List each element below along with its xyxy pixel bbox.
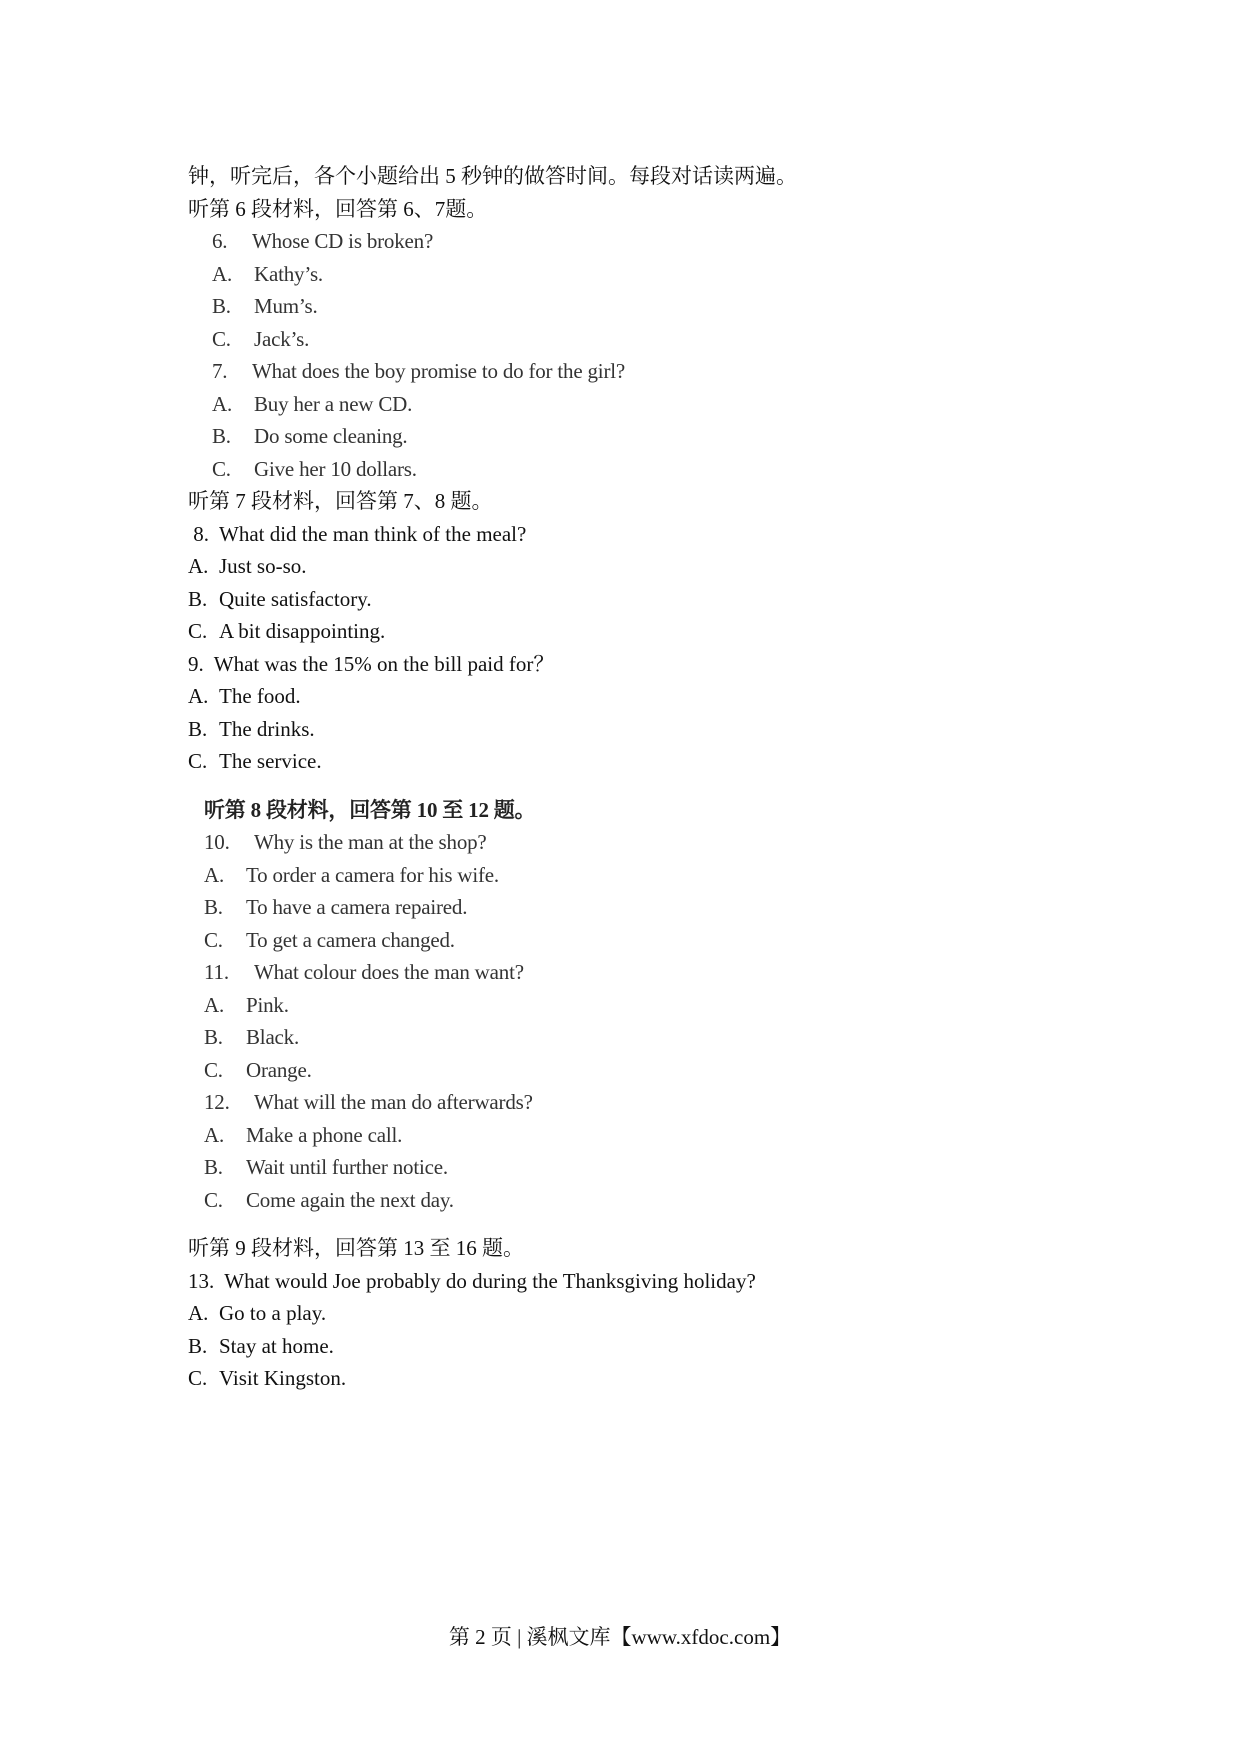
option-text: Make a phone call. (246, 1122, 403, 1147)
question-text: Whose CD is broken? (252, 229, 434, 253)
option-12c (188, 1184, 1108, 1217)
document-body (188, 160, 1108, 1395)
option-10b (188, 891, 1108, 924)
option-text: Wait until further notice. (246, 1155, 448, 1179)
option-text: The food. (219, 684, 301, 708)
question-7 (188, 355, 1108, 388)
question-number: 11. (204, 960, 229, 984)
option-letter: A. (204, 862, 225, 887)
intro-line: 钟，听完后，各个小题给出 5 秒钟的做答时间。每段对话读两遍。 (188, 164, 797, 188)
question-text: What would Joe probably do during the Thanksgiving holiday? (224, 1268, 756, 1293)
option-13b (188, 1330, 1108, 1363)
option-text: Mum’s. (254, 294, 318, 318)
option-7b (188, 420, 1108, 453)
option-7c (188, 453, 1108, 486)
option-13a (188, 1297, 1108, 1330)
option-letter: C. (188, 749, 208, 773)
option-text: Pink. (246, 992, 289, 1017)
option-text: Visit Kingston. (219, 1366, 347, 1390)
question-10 (188, 826, 1108, 859)
spacer (188, 1216, 1108, 1232)
question-number: 13. (188, 1268, 215, 1293)
option-11a (188, 989, 1108, 1022)
question-number: 8. (193, 521, 209, 546)
option-text: Do some cleaning. (254, 424, 408, 448)
option-6a (188, 258, 1108, 291)
question-13 (188, 1265, 1108, 1298)
option-letter: C. (188, 1366, 208, 1390)
question-number: 6. (212, 229, 228, 253)
question-12 (188, 1086, 1108, 1119)
option-text: Black. (246, 1025, 300, 1049)
option-letter: A. (188, 684, 209, 708)
page-footer: 第 2 页 | 溪枫文库【www.xfdoc.com】 (448, 1625, 792, 1649)
option-letter: B. (188, 586, 208, 611)
option-letter: B. (204, 1025, 223, 1049)
question-number: 10. (204, 830, 230, 854)
option-letter: C. (204, 1057, 223, 1082)
option-8c (188, 615, 1108, 648)
option-text: Give her 10 dollars. (254, 456, 417, 481)
question-text: What was the 15% on the bill paid for？ (213, 651, 555, 676)
section-heading: 听第 9 段材料，回答第 13 至 16 题。 (188, 1236, 524, 1260)
option-text: Orange. (246, 1057, 312, 1082)
question-8 (188, 518, 1108, 551)
option-text: The service. (219, 749, 322, 773)
option-12b (188, 1151, 1108, 1184)
section-heading: 听第 7 段材料，回答第 7、8 题。 (188, 489, 493, 513)
option-letter: C. (212, 456, 231, 481)
option-letter: A. (188, 1301, 209, 1325)
option-letter: C. (204, 1187, 223, 1212)
question-text: What will the man do afterwards? (254, 1090, 533, 1114)
option-text: Come again the next day. (246, 1187, 454, 1212)
option-10c (188, 924, 1108, 957)
option-letter: A. (212, 391, 233, 416)
spacer (188, 778, 1108, 794)
option-11b (188, 1021, 1108, 1054)
option-9b (188, 713, 1108, 746)
option-6c (188, 323, 1108, 356)
option-text: To get a camera changed. (246, 927, 455, 952)
option-9a (188, 680, 1108, 713)
option-13c (188, 1362, 1108, 1395)
option-letter: B. (188, 1333, 208, 1358)
option-letter: B. (204, 895, 223, 919)
option-letter: A. (212, 261, 233, 286)
question-number: 9. (188, 651, 204, 676)
option-letter: C. (188, 619, 208, 643)
question-9 (188, 648, 1108, 681)
option-letter: A. (204, 1122, 225, 1147)
option-letter: A. (204, 992, 225, 1017)
option-text: To have a camera repaired. (246, 895, 468, 919)
option-9c (188, 745, 1108, 778)
option-text: To order a camera for his wife. (246, 862, 499, 887)
option-text: Stay at home. (219, 1333, 334, 1358)
option-text: Buy her a new CD. (254, 391, 413, 416)
option-letter: C. (212, 326, 231, 351)
option-11c (188, 1054, 1108, 1087)
option-text: Jack’s. (254, 326, 310, 351)
option-letter: A. (188, 554, 209, 578)
option-text: Just so-so. (219, 554, 307, 578)
option-text: The drinks. (219, 716, 315, 741)
question-text: What did the man think of the meal? (219, 521, 527, 546)
option-letter: B. (204, 1155, 223, 1179)
option-8b (188, 583, 1108, 616)
option-text: Go to a play. (219, 1301, 327, 1325)
section-heading: 听第 8 段材料，回答第 10 至 12 题。 (204, 797, 536, 822)
question-text: What does the boy promise to do for the girl? (252, 359, 625, 383)
question-number: 12. (204, 1090, 230, 1114)
option-text: A bit disappointing. (219, 619, 386, 643)
option-letter: C. (204, 927, 223, 952)
option-text: Quite satisfactory. (219, 586, 372, 611)
option-letter: B. (188, 716, 208, 741)
option-12a (188, 1119, 1108, 1152)
option-letter: B. (212, 424, 231, 448)
question-text: What colour does the man want? (254, 960, 524, 984)
option-letter: B. (212, 294, 231, 318)
option-8a (188, 550, 1108, 583)
question-text: Why is the man at the shop? (254, 830, 487, 854)
option-text: Kathy’s. (254, 261, 323, 286)
question-6 (188, 225, 1108, 258)
question-number: 7. (212, 359, 228, 383)
option-10a (188, 859, 1108, 892)
section-heading: 听第 6 段材料，回答第 6、7题。 (188, 196, 488, 221)
option-6b (188, 290, 1108, 323)
question-11 (188, 956, 1108, 989)
option-7a (188, 388, 1108, 421)
